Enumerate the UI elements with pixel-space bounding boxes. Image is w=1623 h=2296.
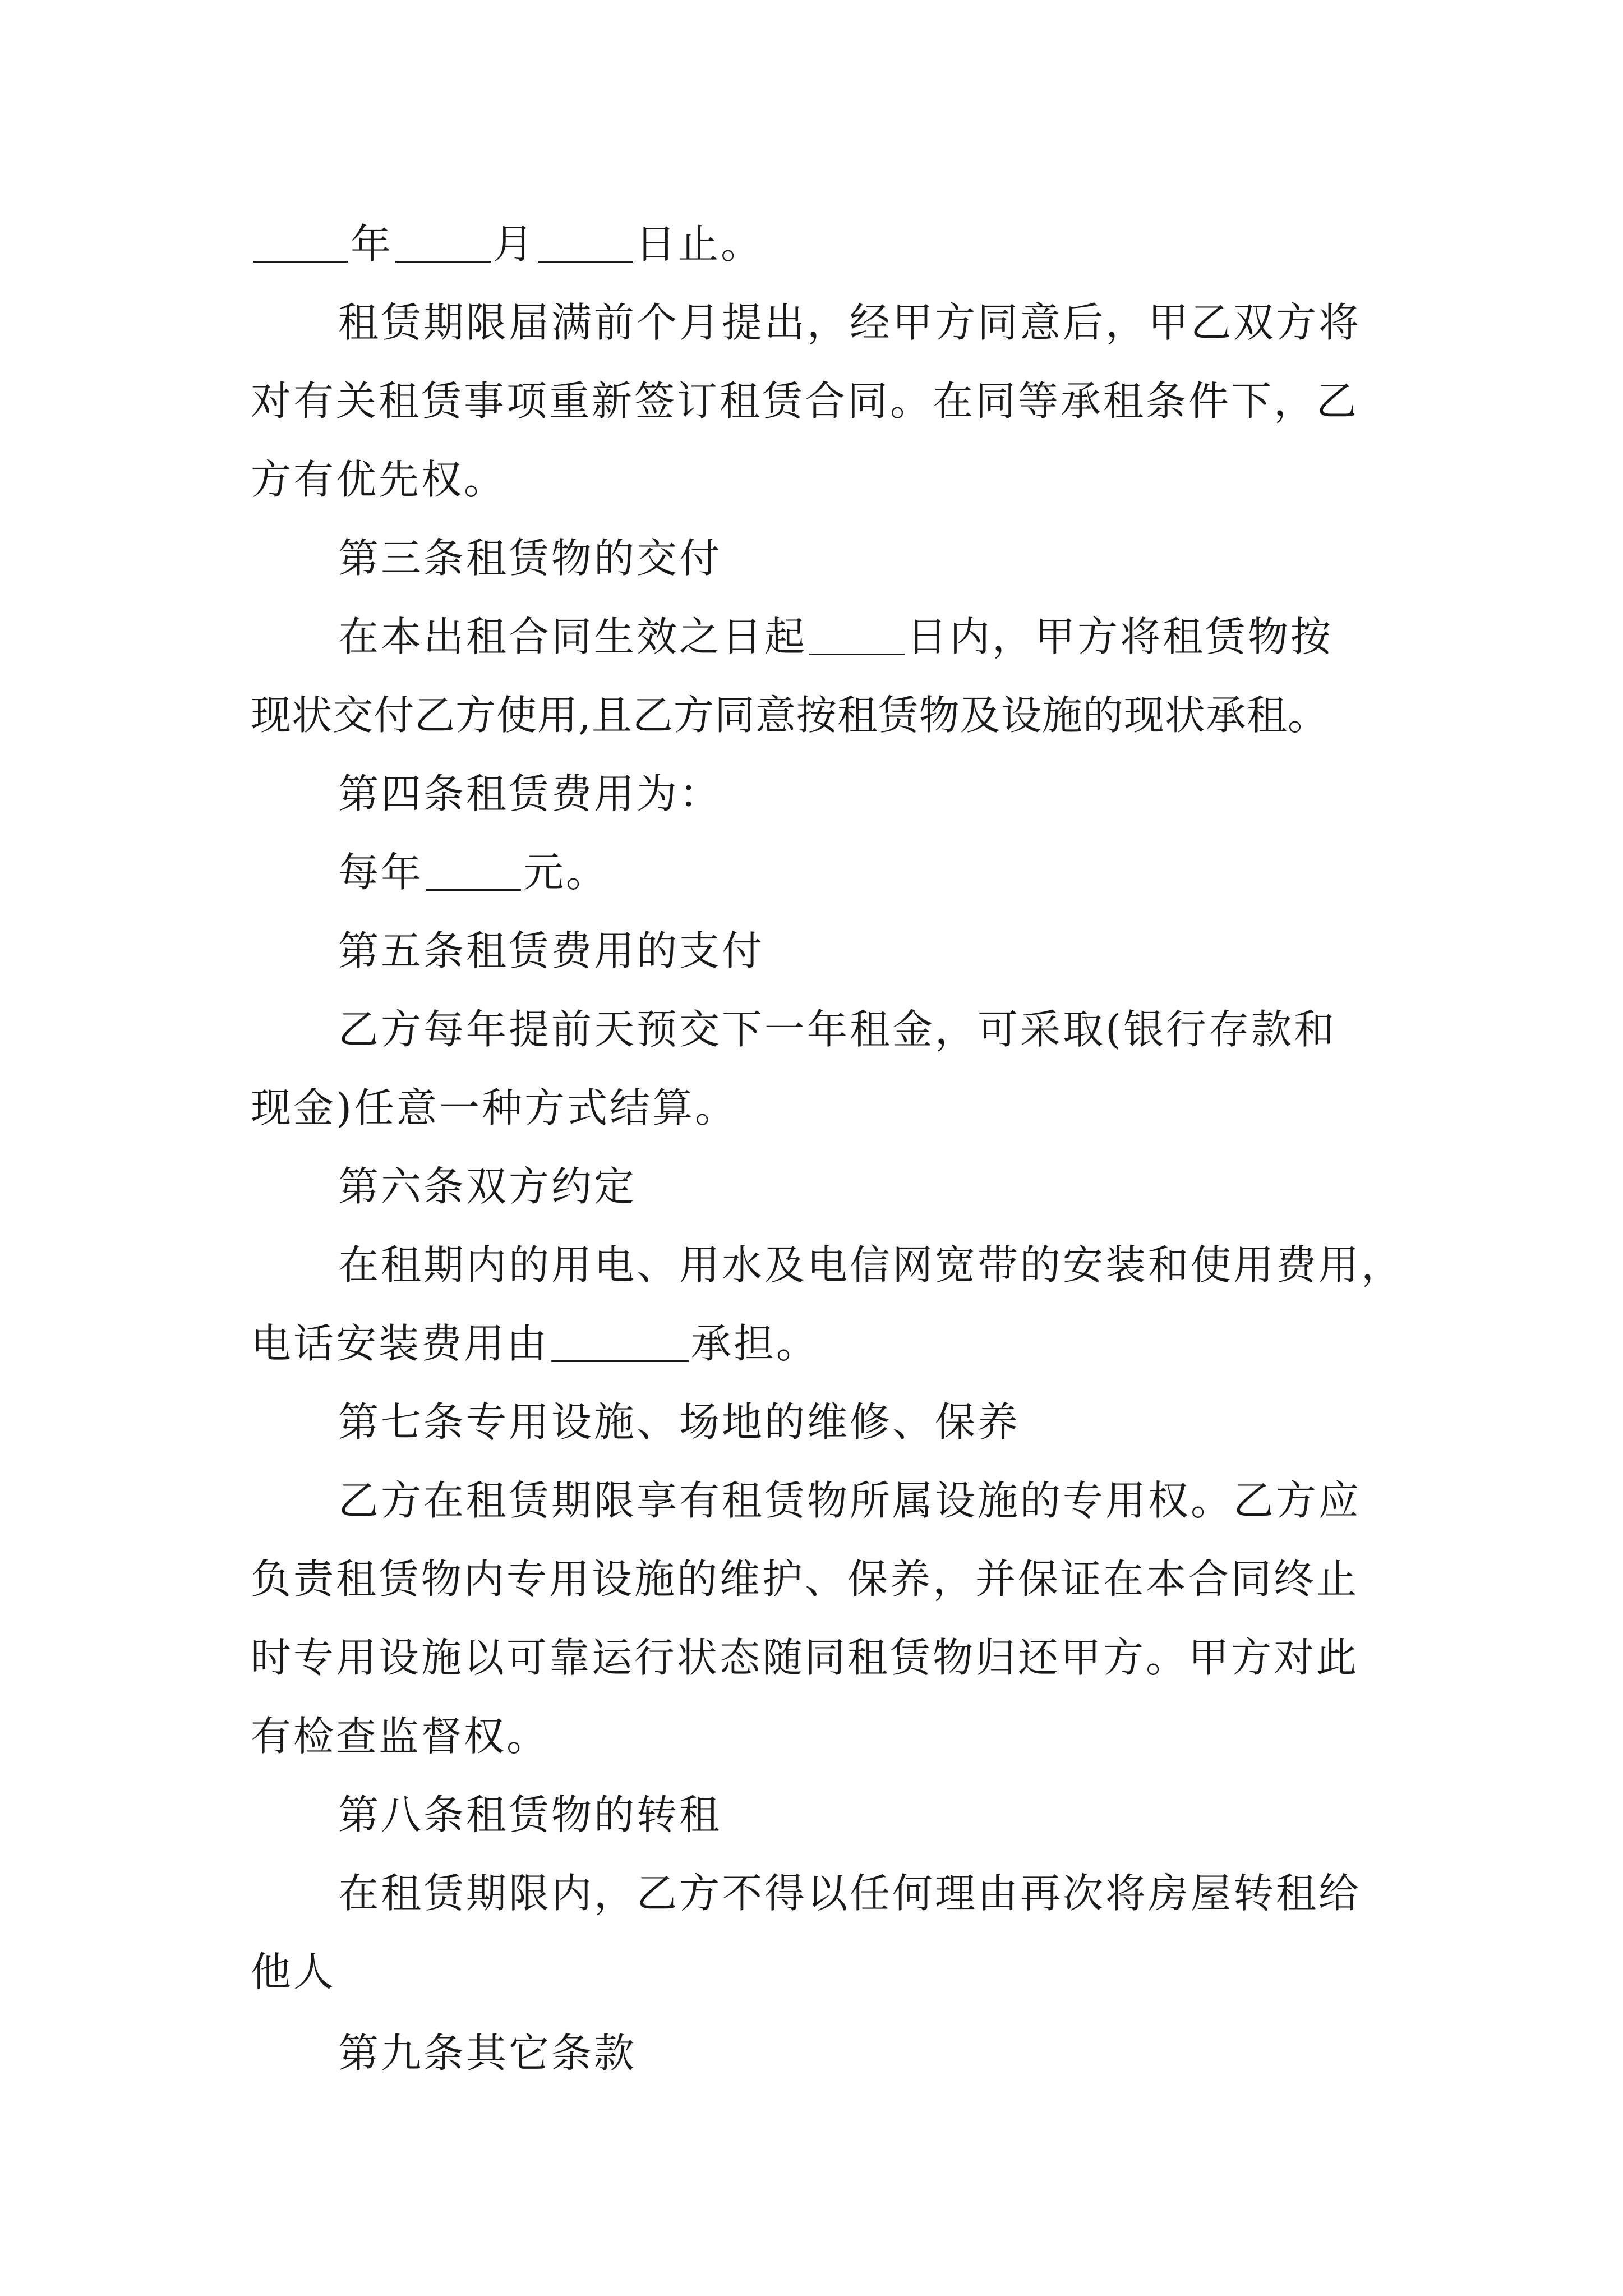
month-label: 月 [493, 220, 536, 268]
clause-heading: 第七条专用设施、场地的维修、保养 [338, 1398, 1021, 1446]
month-blank [395, 222, 491, 263]
text-segment: 电话安装费用由 [251, 1320, 550, 1367]
day-label: 日止。 [635, 220, 764, 268]
clause-heading: 第九条其它条款 [338, 2030, 637, 2077]
paragraph-line: 对有关租赁事项重新签订租赁合同。在同等承租条件下，乙 [251, 378, 1359, 425]
paragraph-line: 他人 [251, 1948, 336, 1995]
text-segment: 日内，甲方将租赁物按 [907, 613, 1334, 660]
days-blank [809, 614, 905, 655]
paragraph-line: 乙方每年提前天预交下一年租金，可采取(银行存款和 [338, 1006, 1337, 1053]
clause-heading: 第五条租赁费用的支付 [338, 927, 765, 974]
clause-heading: 第六条双方约定 [338, 1163, 637, 1210]
year-label: 年 [351, 220, 394, 268]
paragraph-line: 负责租赁物内专用设施的维护、保养，并保证在本合同终止 [251, 1556, 1359, 1603]
paragraph-line: 有检查监督权。 [251, 1713, 550, 1760]
text-segment: 每年 [338, 849, 424, 896]
paragraph-line: 乙方在租赁期限享有租赁物所属设施的专用权。乙方应 [338, 1477, 1362, 1524]
paragraph-line: 现状交付乙方使用,且乙方同意按租赁物及设施的现状承租。 [251, 692, 1329, 739]
day-blank [538, 222, 633, 263]
text-segment: 在本出租合同生效之日起 [338, 613, 808, 660]
text-segment: 承担。 [691, 1320, 819, 1367]
annual-fee-line [338, 839, 1395, 906]
clause-heading: 第八条租赁物的转租 [338, 1791, 722, 1838]
party-blank [551, 1321, 689, 1362]
paragraph-line: 时专用设施以可靠运行状态随同租赁物归还甲方。甲方对此 [251, 1634, 1359, 1681]
phone-fee-line [251, 1310, 1395, 1377]
paragraph-line: 现金)任意一种方式结算。 [251, 1084, 738, 1131]
paragraph-line: 方有优先权。 [251, 456, 507, 503]
clause-heading: 第四条租赁费用为： [338, 770, 722, 817]
paragraph-line: 在租期内的用电、用水及电信网宽带的安装和使用费用， [338, 1241, 1404, 1289]
delivery-line [338, 603, 1395, 670]
text-segment: 元。 [523, 849, 609, 896]
paragraph-line: 在租赁期限内，乙方不得以任何理由再次将房屋转租给 [338, 1870, 1362, 1917]
amount-blank [426, 850, 521, 891]
year-blank [253, 222, 348, 263]
term-end-date-line [251, 210, 1395, 278]
paragraph-line: 租赁期限届满前个月提出，经甲方同意后，甲乙双方将 [338, 299, 1362, 346]
clause-heading: 第三条租赁物的交付 [338, 535, 722, 582]
